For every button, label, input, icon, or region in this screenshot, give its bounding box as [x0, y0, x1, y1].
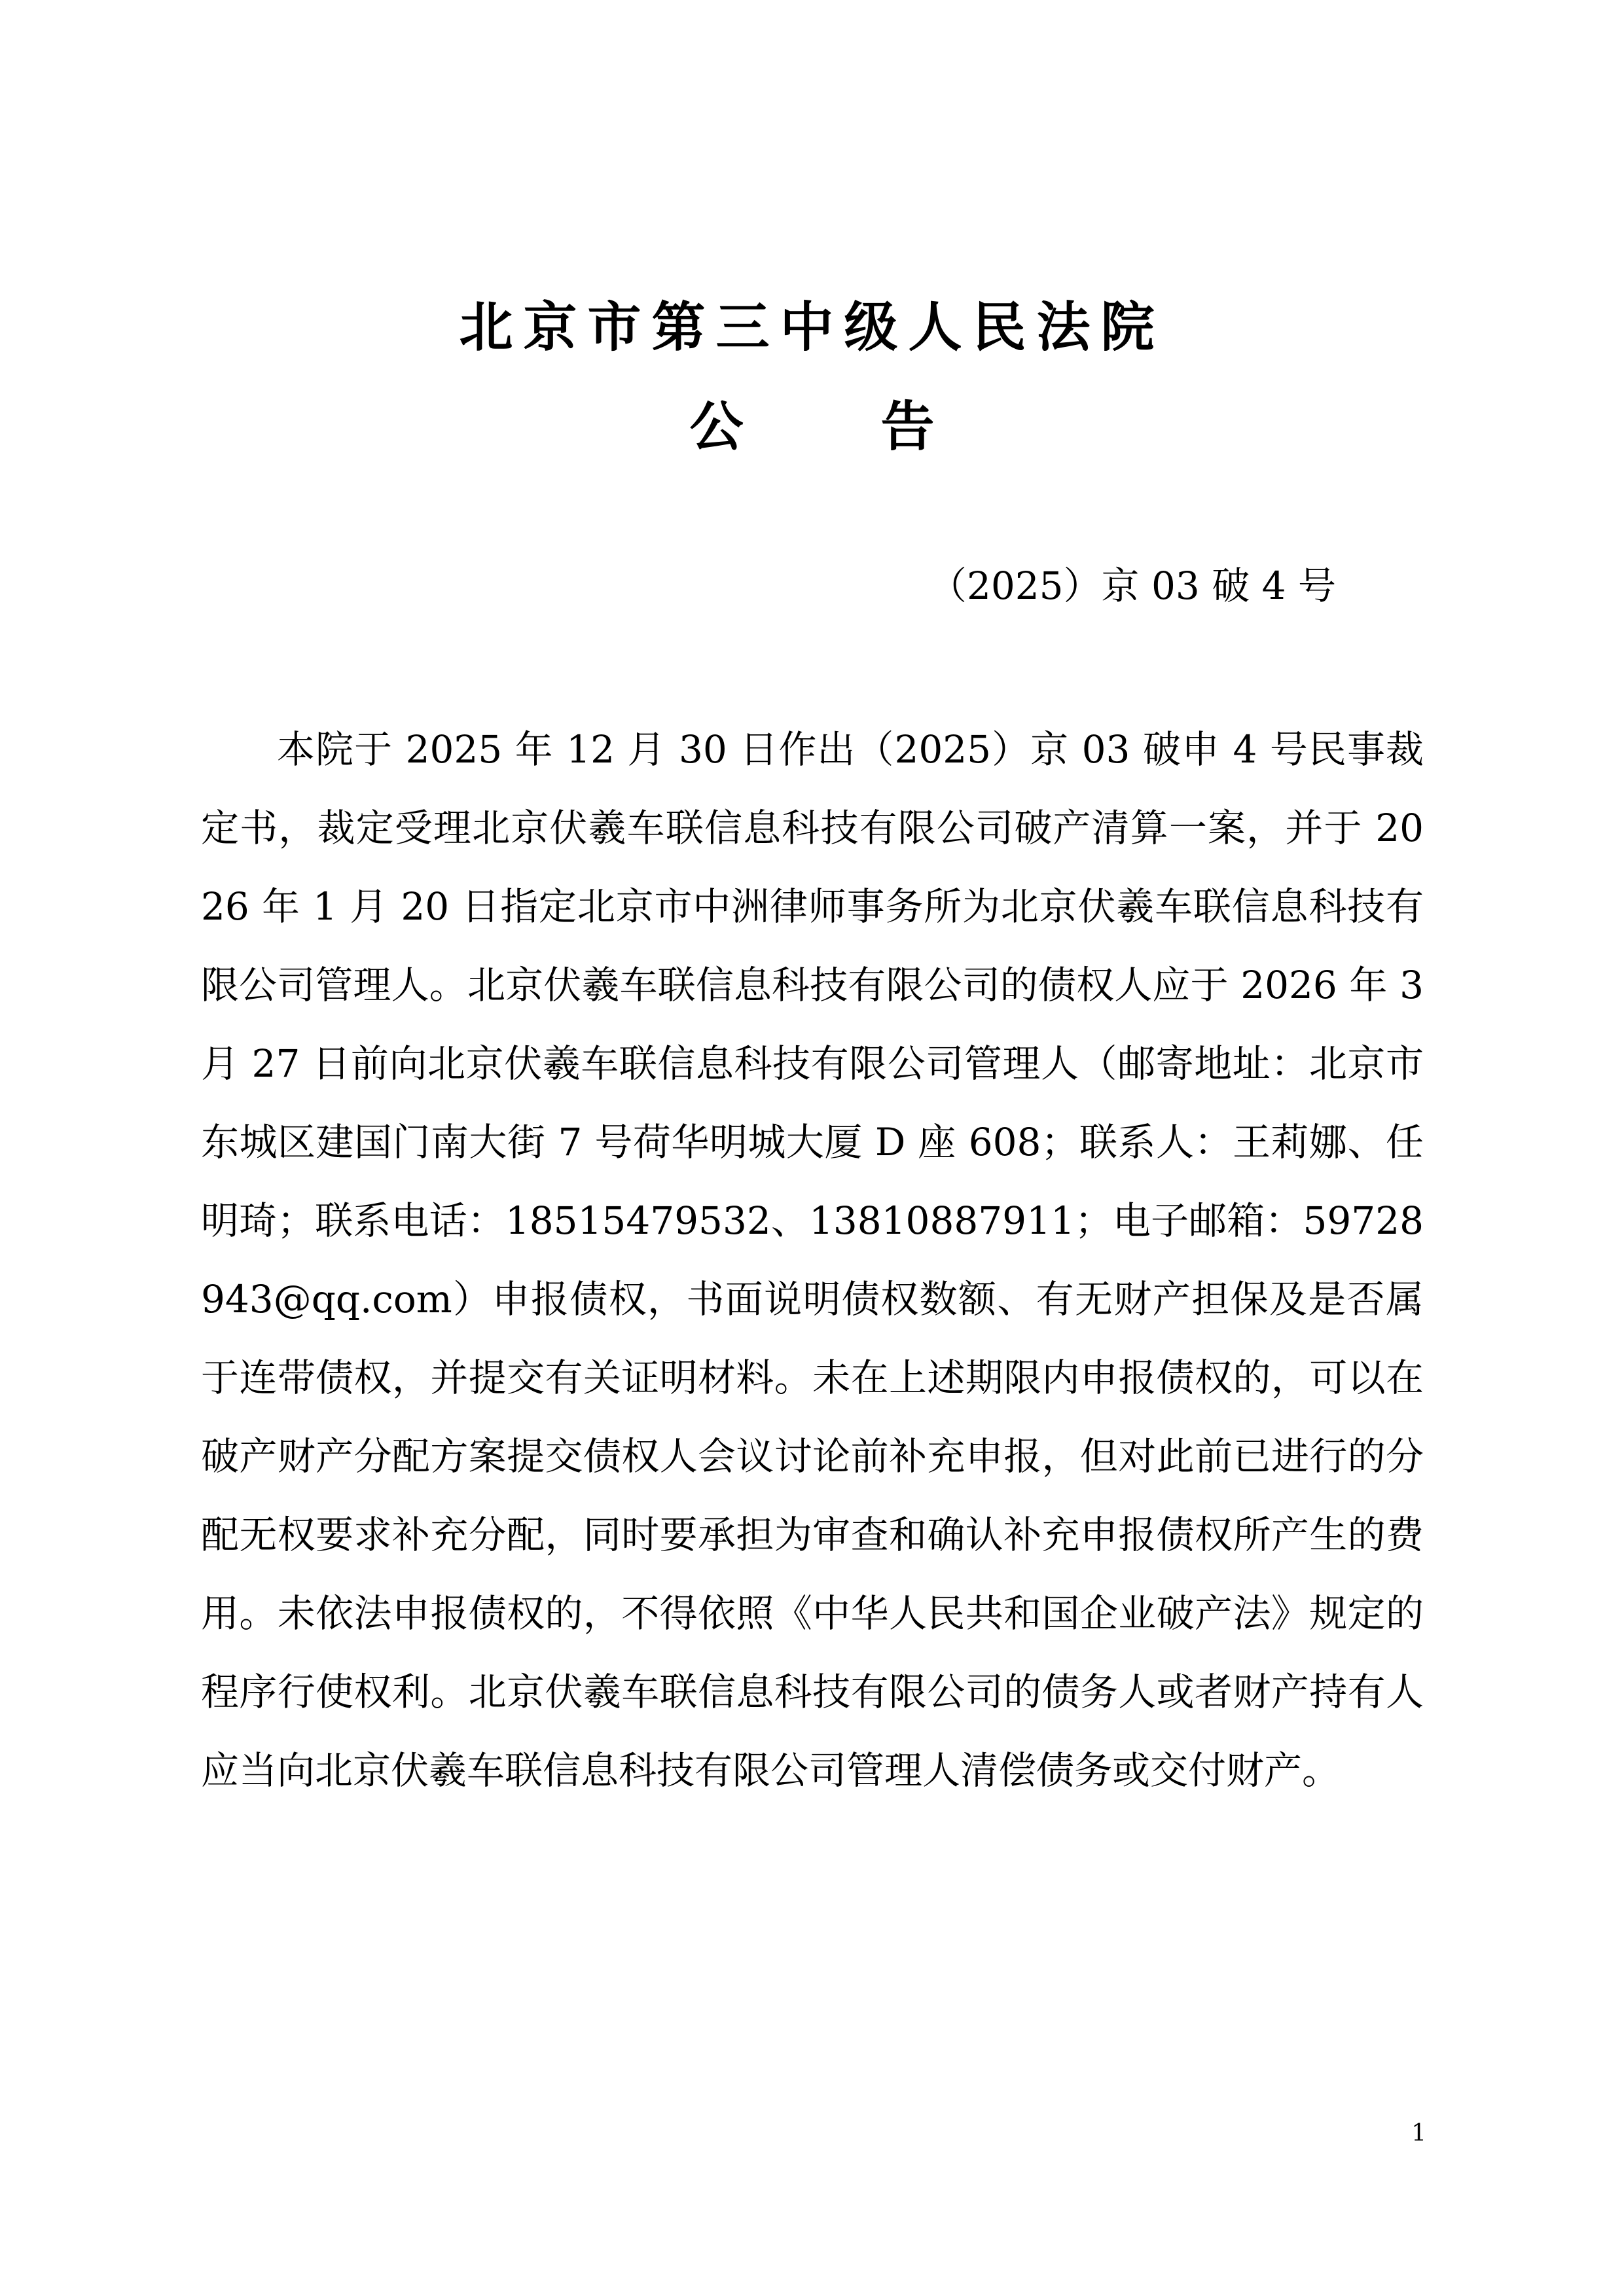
document-title: [0, 387, 1624, 466]
announcement-body: 本院于 2025 年 12 月 30 日作出（2025）京 03 破申 4 号民事裁定书，裁定受理北京伏羲车联信息科技有限公司破产清算一案，并于 2026 年 1 月 20 日指定北京市中洲律师事务所为北京伏羲车联信息科技有限公司管理人。北京伏羲车联信息科技有限公司的债权人应于 2026 年 3 月 27 日前向北京伏羲车联信息科技有限公司管理人（邮寄地址：北京市东城区建国门南大街 7 号荷华明城大厦 D 座 608；联系人：王莉娜、任明琦；联系电话：18515479532、13810887911；电子邮箱：59728943@qq.com）申报债权，书面说明债权数额、有无财产担保及是否属于连带债权，并提交有关证明材料。未在上述期限内申报债权的，可以在破产财产分配方案提交债权人会议讨论前补充申报，但对此前已进行的分配无权要求补充分配，同时要承担为审查和确认补充申报债权所产生的费用。未依法申报债权的，不得依照《中华人民共和国企业破产法》规定的程序行使权利。北京伏羲车联信息科技有限公司的债务人或者财产持有人应当向北京伏羲车联信息科技有限公司管理人清偿债务或交付财产。: [201, 727, 1424, 1793]
document-title-first-char: 公: [689, 395, 744, 458]
case-number: （2025）京 03 破 4 号: [928, 564, 1336, 608]
document-title-second-char: 告: [880, 395, 935, 458]
page-number: 1: [1411, 2120, 1426, 2147]
court-name: 北京市第三中级人民法院: [459, 296, 1165, 359]
